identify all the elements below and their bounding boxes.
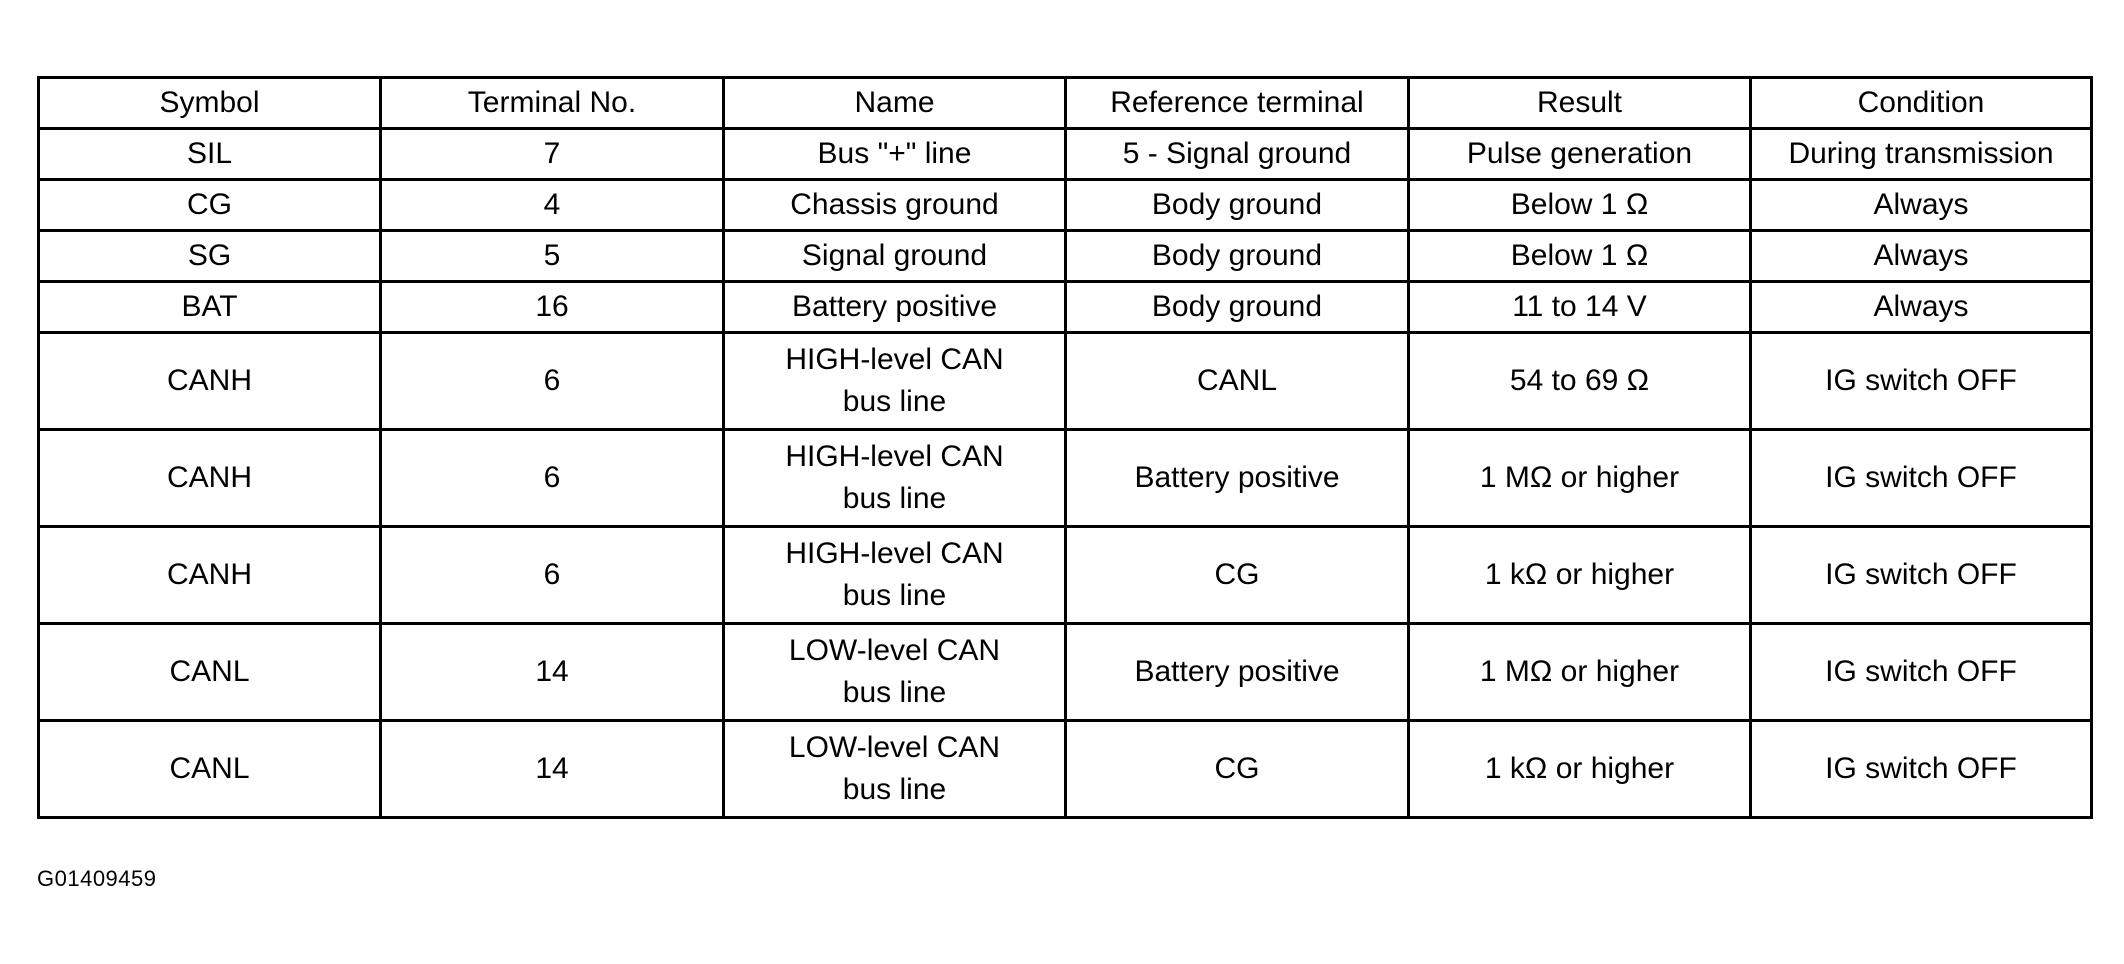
symbol-cell: CANL: [39, 624, 381, 721]
terminal-no-cell: 6: [381, 333, 724, 430]
result-cell: 54 to 69 Ω: [1409, 333, 1751, 430]
condition-cell: Always: [1751, 180, 2092, 231]
symbol-cell: CANL: [39, 721, 381, 818]
result-cell: Pulse generation: [1409, 129, 1751, 180]
symbol-cell: CANH: [39, 527, 381, 624]
name-line: bus line: [842, 676, 947, 709]
reference-terminal-cell: Battery positive: [1066, 624, 1409, 721]
reference-terminal-cell: CANL: [1066, 333, 1409, 430]
table-row: [39, 527, 2092, 624]
terminal-no-cell: 6: [381, 527, 724, 624]
header-result: Result: [1409, 78, 1751, 129]
name-line: bus line: [842, 579, 947, 612]
result-cell: 1 MΩ or higher: [1409, 624, 1751, 721]
table-header-row: [39, 78, 2092, 129]
terminal-no-cell: 7: [381, 129, 724, 180]
name-cell: [724, 430, 1066, 527]
terminal-no-cell: 14: [381, 721, 724, 818]
table-row: [39, 129, 2092, 180]
condition-cell: IG switch OFF: [1751, 333, 2092, 430]
reference-terminal-cell: Body ground: [1066, 231, 1409, 282]
name-cell: [724, 180, 1066, 231]
symbol-cell: CG: [39, 180, 381, 231]
table-body: [39, 129, 2092, 818]
result-cell: 1 kΩ or higher: [1409, 721, 1751, 818]
terminal-no-cell: 16: [381, 282, 724, 333]
name-line: Chassis ground: [790, 188, 999, 221]
name-cell: [724, 624, 1066, 721]
result-cell: Below 1 Ω: [1409, 180, 1751, 231]
symbol-cell: SIL: [39, 129, 381, 180]
table-row: [39, 231, 2092, 282]
name-line: Signal ground: [801, 239, 988, 272]
condition-cell: Always: [1751, 282, 2092, 333]
name-line: HIGH-level CAN: [785, 343, 1004, 376]
name-line: HIGH-level CAN: [785, 440, 1004, 473]
table-row: [39, 333, 2092, 430]
reference-terminal-cell: 5 - Signal ground: [1066, 129, 1409, 180]
reference-terminal-cell: Battery positive: [1066, 430, 1409, 527]
name-line: LOW-level CAN: [788, 731, 1001, 764]
name-cell: [724, 129, 1066, 180]
terminal-no-cell: 4: [381, 180, 724, 231]
condition-cell: During transmission: [1751, 129, 2092, 180]
name-cell: [724, 527, 1066, 624]
reference-terminal-cell: Body ground: [1066, 180, 1409, 231]
condition-cell: IG switch OFF: [1751, 527, 2092, 624]
result-cell: 1 MΩ or higher: [1409, 430, 1751, 527]
name-line: bus line: [842, 385, 947, 418]
condition-cell: IG switch OFF: [1751, 430, 2092, 527]
figure-id-label: G01409459: [37, 866, 157, 891]
table-row: [39, 721, 2092, 818]
name-line: Bus "+" line: [817, 137, 972, 170]
header-symbol: Symbol: [39, 78, 381, 129]
name-line: bus line: [842, 773, 947, 806]
header-condition: Condition: [1751, 78, 2092, 129]
symbol-cell: BAT: [39, 282, 381, 333]
name-line: HIGH-level CAN: [785, 537, 1004, 570]
terminal-no-cell: 6: [381, 430, 724, 527]
result-cell: 1 kΩ or higher: [1409, 527, 1751, 624]
table-row: [39, 282, 2092, 333]
reference-terminal-cell: CG: [1066, 527, 1409, 624]
header-reference-terminal: Reference terminal: [1066, 78, 1409, 129]
table-row: [39, 430, 2092, 527]
symbol-cell: CANH: [39, 430, 381, 527]
condition-cell: Always: [1751, 231, 2092, 282]
name-cell: [724, 333, 1066, 430]
name-line: bus line: [842, 482, 947, 515]
symbol-cell: CANH: [39, 333, 381, 430]
header-name: Name: [724, 78, 1066, 129]
name-line: Battery positive: [791, 290, 998, 323]
table-row: [39, 180, 2092, 231]
name-cell: [724, 721, 1066, 818]
symbol-cell: SG: [39, 231, 381, 282]
header-terminal-no: Terminal No.: [381, 78, 724, 129]
condition-cell: IG switch OFF: [1751, 721, 2092, 818]
condition-cell: IG switch OFF: [1751, 624, 2092, 721]
name-cell: [724, 231, 1066, 282]
reference-terminal-cell: CG: [1066, 721, 1409, 818]
terminal-spec-table: [37, 76, 2093, 819]
name-line: LOW-level CAN: [788, 634, 1001, 667]
result-cell: 11 to 14 V: [1409, 282, 1751, 333]
terminal-no-cell: 5: [381, 231, 724, 282]
result-cell: Below 1 Ω: [1409, 231, 1751, 282]
name-cell: [724, 282, 1066, 333]
reference-terminal-cell: Body ground: [1066, 282, 1409, 333]
table-row: [39, 624, 2092, 721]
terminal-no-cell: 14: [381, 624, 724, 721]
